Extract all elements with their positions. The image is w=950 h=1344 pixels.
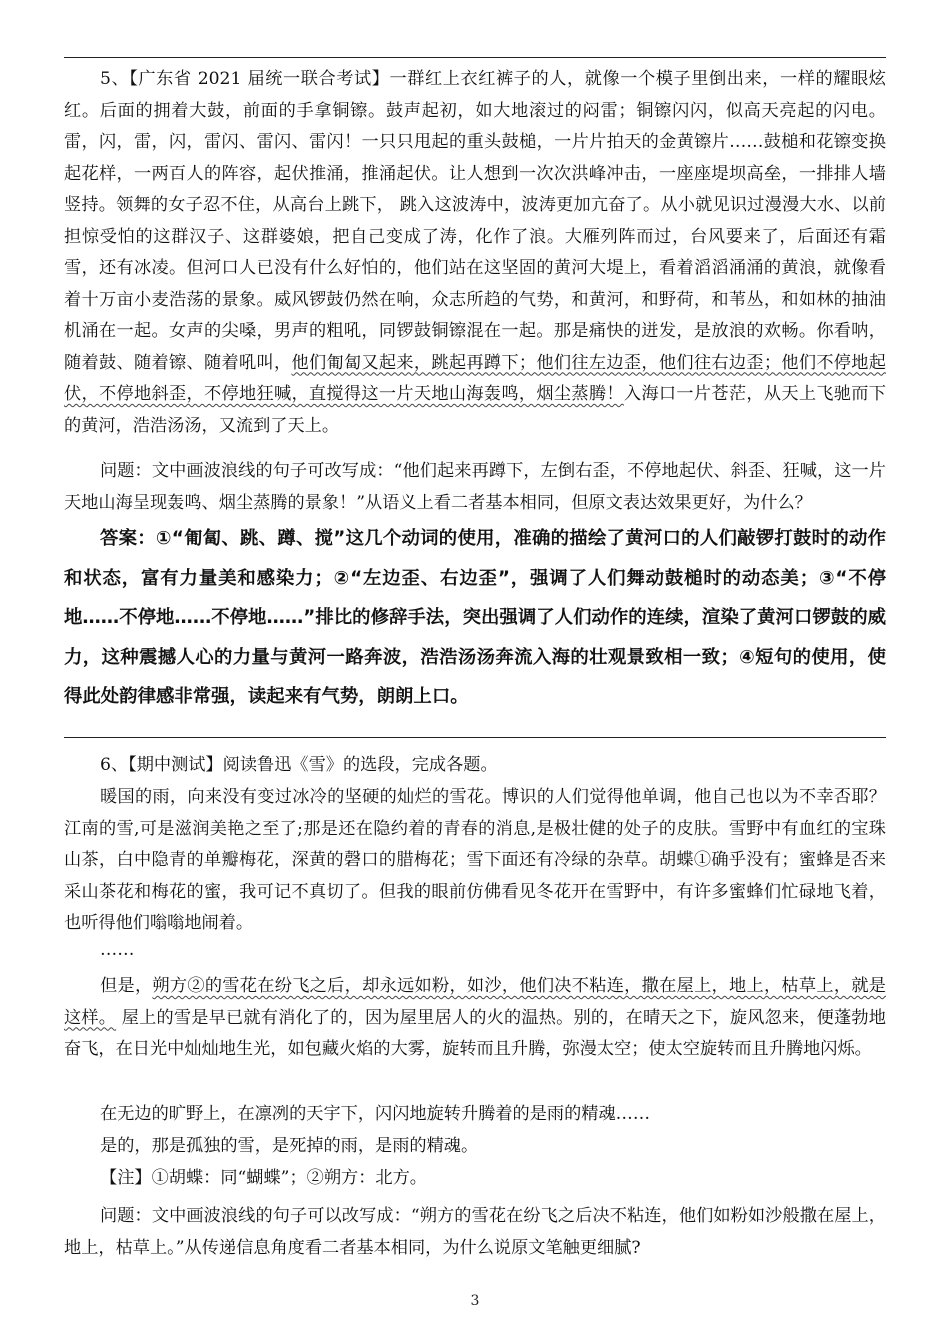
q6-p2-rest: 屋上的雪是早已就有消化了的，因为屋里居人的火的温热。别的，在晴天之下，旋风忽来，便蓬勃地奋飞，在日光中灿灿地生光，如包藏火焰的大雾，旋转而且升腾，弥漫太空；使太空旋转而且升腾地闪烁。 [64, 1007, 886, 1059]
q5-wavy-sentence: 他们匍匐又起来，跳起再蹲下；他们往左边歪，他们往右边歪；他们不停地起伏，不停地斜歪，不停地狂喊，直搅得这一片天地山海轰鸣，烟尘蒸腾！ [64, 352, 886, 404]
q6-paragraph-1: 暖国的雨，向来没有变过冰冷的坚硬的灿烂的雪花。博识的人们觉得他单调，他自己也以为不幸否耶？江南的雪,可是滋润美艳之至了;那是还在隐约着的青春的消息,是极壮健的处子的皮肤。雪野中有血红的宝珠山茶，白中隐青的单瓣梅花，深黄的磬口的腊梅花；雪下面还有冷绿的杂草。胡蝶①确乎没有；蜜蜂是否来采山茶花和梅花的蜜，我可记不真切了。但我的眼前仿佛看见冬花开在雪野中，有许多蜜蜂们忙碌地飞着，也听得他们嗡嗡地闹着。 [64, 787, 886, 933]
q5-answer: 答案：①“匍匐、跳、蹲、搅”这几个动词的使用，准确的描绘了黄河口的人们敲锣打鼓时的动作和状态，富有力量美和感染力；②“左边歪、右边歪”，强调了人们舞动鼓槌时的动态美；③“不停地……不停地……不停地……”排比的修辞手法，突出强调了人们动作的连续，渲染了黄河口锣鼓的威力，这种震撼人心的力量与黄河一路奔波，浩浩汤汤奔流入海的壮观景致相一致；④短句的使用，使得此处韵律感非常强，读起来有气势，朗朗上口。 [64, 528, 886, 707]
q6-paragraph-3: 在无边的旷野上，在凛冽的天宇下，闪闪地旋转升腾着的是雨的精魂…… [100, 1104, 651, 1124]
q6-heading: 6、【期中测试】阅读鲁迅《雪》的选段，完成各题。 [100, 755, 498, 775]
q6-question: 问题：文中画波浪线的句子可以改写成：“朔方的雪花在纷飞之后决不粘连，他们如粉如沙般撒在屋上，地上，枯草上。”从传递信息角度看二者基本相同，为什么说原文笔触更细腻? [64, 1206, 886, 1258]
q6-ellipsis: …… [100, 940, 135, 960]
section-divider [64, 737, 886, 738]
q6-wavy-sentence: 朔方②的雪花在纷飞之后，却永远如粉，如沙，他们决不粘连，撒在屋上，地上，枯草上，就是这样。 [64, 976, 886, 1028]
q6-p2-lead: 但是， [100, 976, 153, 996]
q6-paragraph-4: 是的，那是孤独的雪，是死掉的雨，是雨的精魂。 [100, 1136, 479, 1156]
q5-question: 问题：文中画波浪线的句子可改写成：“他们起来再蹲下，左倒右歪，不停地起伏、斜歪、狂喊，这一片天地山海呈现轰鸣、烟尘蒸腾的景象！”从语义上看二者基本相同，但原文表达效果更好，为什么？ [64, 461, 886, 513]
q6-note: 【注】①胡蝶：同“蝴蝶”；②朔方：北方。 [100, 1168, 427, 1188]
top-rule [64, 57, 886, 58]
page-number: 3 [470, 1293, 480, 1309]
q5-passage-ending: 入海口一片苍茫，从天上飞驰而下的黄河，浩浩汤汤，又流到了天上。 [64, 384, 886, 436]
q6-paragraph-2 [64, 971, 886, 1066]
q5-passage-text: 5、【广东省 2021 届统一联合考试】一群红上衣红裤子的人，就像一个模子里倒出来，一样的耀眼炫红。后面的拥着大鼓，前面的手拿铜镲。鼓声起初，如大地滚过的闷雷；铜镲闪闪，似高天亮起的闪电。雷，闪，雷，闪，雷闪、雷闪、雷闪！一只只甩起的重头鼓槌，一片片拍天的金黄镲片……鼓槌和花镲变换起花样，一两百人的阵容，起伏推涌，推涌起伏。让人想到一次次洪峰冲击，一座座堤坝高垒，一排排人墙竖持。领舞的女子忍不住，从高台上跳下， 跳入这波涛中，波涛更加亢奋了。从小就见识过漫漫大水、以前担惊受怕的这群汉子、这群婆娘，把自己变成了涛，化作了浪。大雁列阵而过，台风要来了，后面还有霜雪，还有冰凌。但河口人已没有什么好怕的，他们站在这坚固的黄河大堤上，看着滔滔涌涌的黄浪，就像看着十万亩小麦浩荡的景象。威风锣鼓仍然在响，众志所趋的气势，和黄河，和野荷，和苇丛，和如林的抽油机涌在一起。女声的尖嗓，男声的粗吼，同锣鼓铜镲混在一起。那是痛快的迸发，是放浪的欢畅。你看呐，随着鼓、随着镲、随着吼叫， [64, 69, 886, 373]
q5-passage [64, 64, 886, 442]
